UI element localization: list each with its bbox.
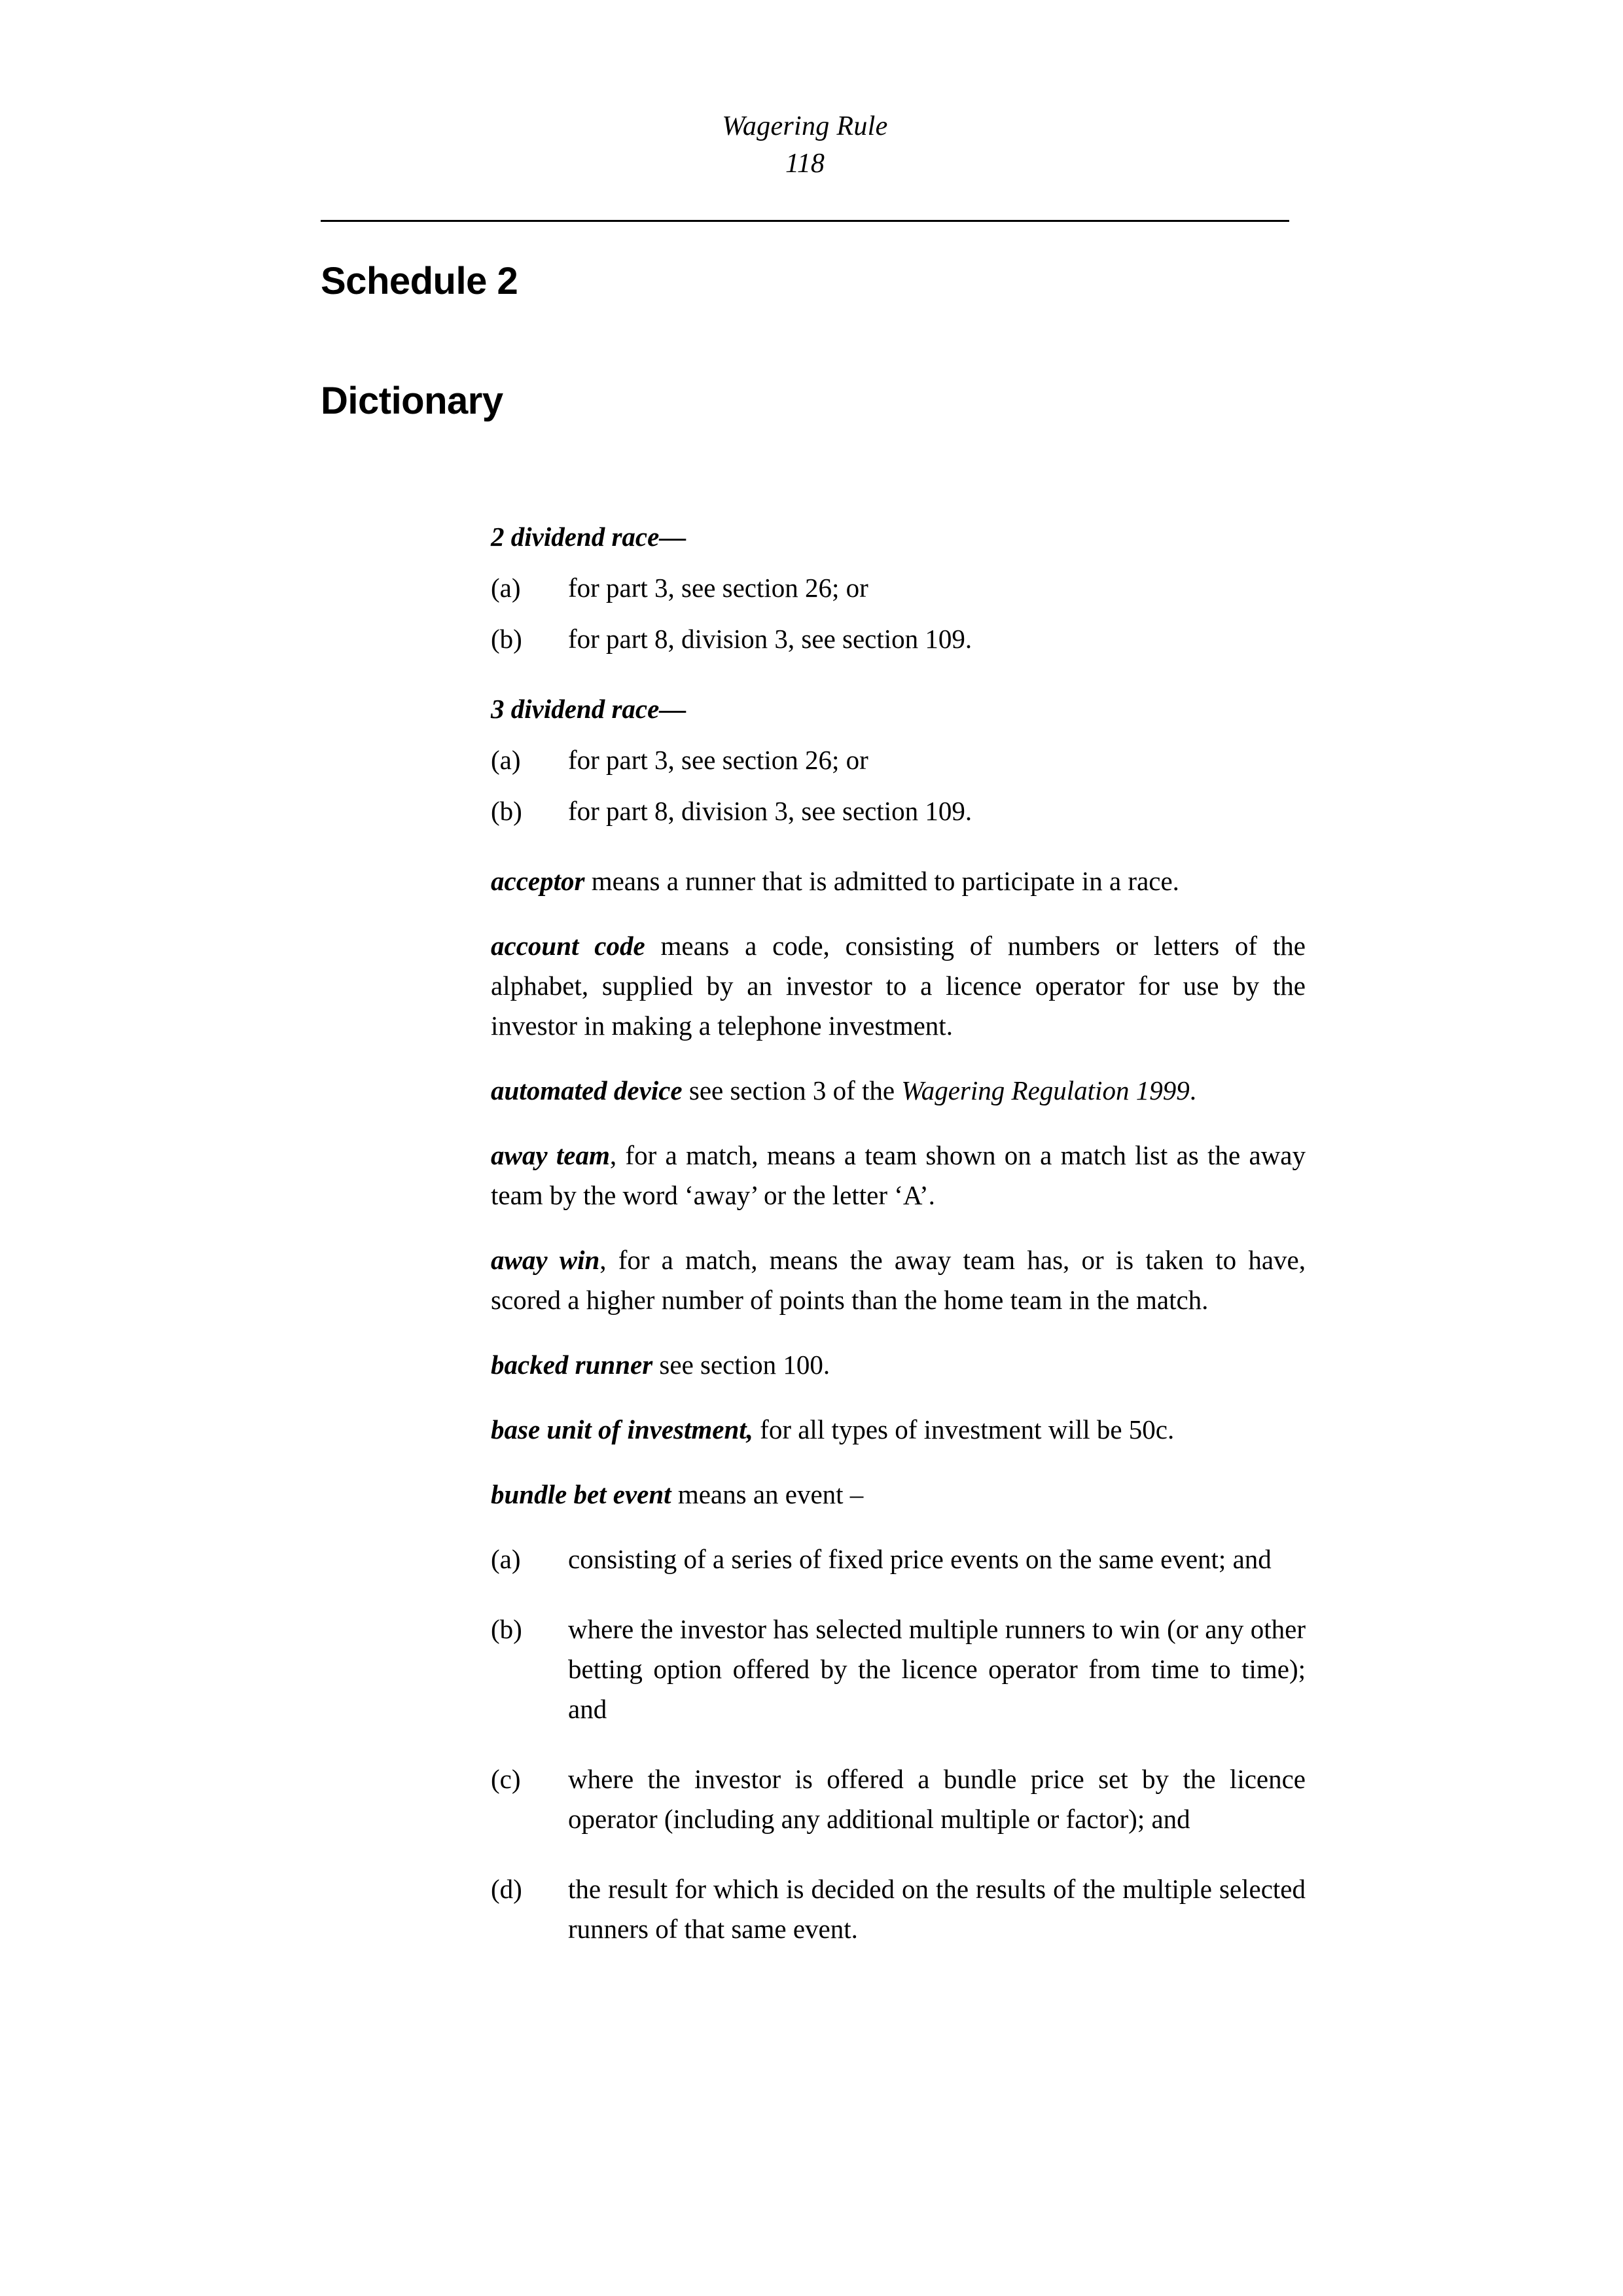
list-item-label: (a)	[491, 745, 521, 775]
definition-away-team: , for a match, means a team shown on a match list as the away team by the word ‘away’ or the letter ‘A’.	[491, 1140, 1306, 1210]
term-3-dividend-race: 3 dividend race—	[491, 694, 687, 724]
list-item-text: for part 8, division 3, see section 109.	[568, 624, 972, 654]
header-page-number: 118	[785, 149, 825, 179]
entry-base-unit-of-investment	[491, 1410, 1306, 1450]
term-away-team: away team	[491, 1140, 610, 1170]
list-item	[491, 619, 1306, 659]
entry-2-dividend-race	[491, 517, 1306, 557]
list-item-text: where the investor has selected multiple runners to win (or any other betting option offered by the licence operator from time to time); and	[568, 1614, 1306, 1724]
term-acceptor: acceptor	[491, 866, 585, 896]
list-item	[491, 568, 1306, 608]
definition-away-win: , for a match, means the away team has, or is taken to have, scored a higher number of points than the home team in the match.	[491, 1245, 1306, 1315]
term-account-code: account code	[491, 931, 645, 961]
entry-3-dividend-race	[491, 689, 1306, 729]
list-item-label: (a)	[491, 573, 521, 603]
entry-away-team	[491, 1136, 1306, 1215]
term-2-dividend-race: 2 dividend race—	[491, 522, 687, 552]
list-item-text: for part 8, division 3, see section 109.	[568, 796, 972, 826]
list-item	[491, 1759, 1306, 1839]
entry-away-win	[491, 1240, 1306, 1320]
list-item-label: (b)	[491, 624, 522, 654]
list-item-label: (d)	[491, 1874, 522, 1904]
list-item-text: for part 3, see section 26; or	[568, 745, 868, 775]
list-item	[491, 740, 1306, 780]
list-item-label: (b)	[491, 1614, 522, 1644]
definition-automated-device-after: .	[1189, 1075, 1196, 1105]
list-item-text: for part 3, see section 26; or	[568, 573, 868, 603]
dictionary-entries	[491, 517, 1306, 1960]
entry-acceptor	[491, 861, 1306, 901]
list-item	[491, 1869, 1306, 1949]
list-item	[491, 791, 1306, 831]
entry-bundle-bet-event	[491, 1475, 1306, 1515]
list-item	[491, 1539, 1306, 1579]
list-item-text: consisting of a series of fixed price events on the same event; and	[568, 1544, 1272, 1574]
list-item-label: (c)	[491, 1764, 521, 1794]
list-item-text: the result for which is decided on the results of the multiple selected runners of that same event.	[568, 1874, 1306, 1944]
entry-account-code	[491, 926, 1306, 1046]
header-document-title: Wagering Rule	[722, 111, 888, 141]
term-automated-device: automated device	[491, 1075, 683, 1105]
term-base-unit-of-investment: base unit of investment,	[491, 1414, 753, 1444]
header-divider-rule	[321, 220, 1289, 222]
term-away-win: away win	[491, 1245, 600, 1275]
entry-automated-device	[491, 1071, 1306, 1111]
citation-wagering-regulation: Wagering Regulation 1999	[901, 1075, 1190, 1105]
dictionary-heading: Dictionary	[321, 380, 503, 422]
schedule-heading: Schedule 2	[321, 260, 518, 302]
term-backed-runner: backed runner	[491, 1350, 653, 1380]
list-item-text: where the investor is offered a bundle price set by the licence operator (including any additional multiple or factor); and	[568, 1764, 1306, 1834]
definition-base-unit-of-investment: for all types of investment will be 50c.	[753, 1414, 1175, 1444]
page-header	[321, 108, 1289, 183]
definition-backed-runner: see section 100.	[652, 1350, 830, 1380]
entry-backed-runner	[491, 1345, 1306, 1385]
definition-acceptor: means a runner that is admitted to participate in a race.	[584, 866, 1179, 896]
list-item-label: (b)	[491, 796, 522, 826]
list-item	[491, 1609, 1306, 1729]
definition-automated-device-before: see section 3 of the	[682, 1075, 902, 1105]
list-item-label: (a)	[491, 1544, 521, 1574]
term-bundle-bet-event: bundle bet event	[491, 1479, 671, 1509]
definition-account-code: means a code, consisting of numbers or letters of the alphabet, supplied by an investor to a licence operator for use by the investor in making a telephone investment.	[491, 931, 1306, 1041]
definition-bundle-bet-event: means an event –	[671, 1479, 864, 1509]
